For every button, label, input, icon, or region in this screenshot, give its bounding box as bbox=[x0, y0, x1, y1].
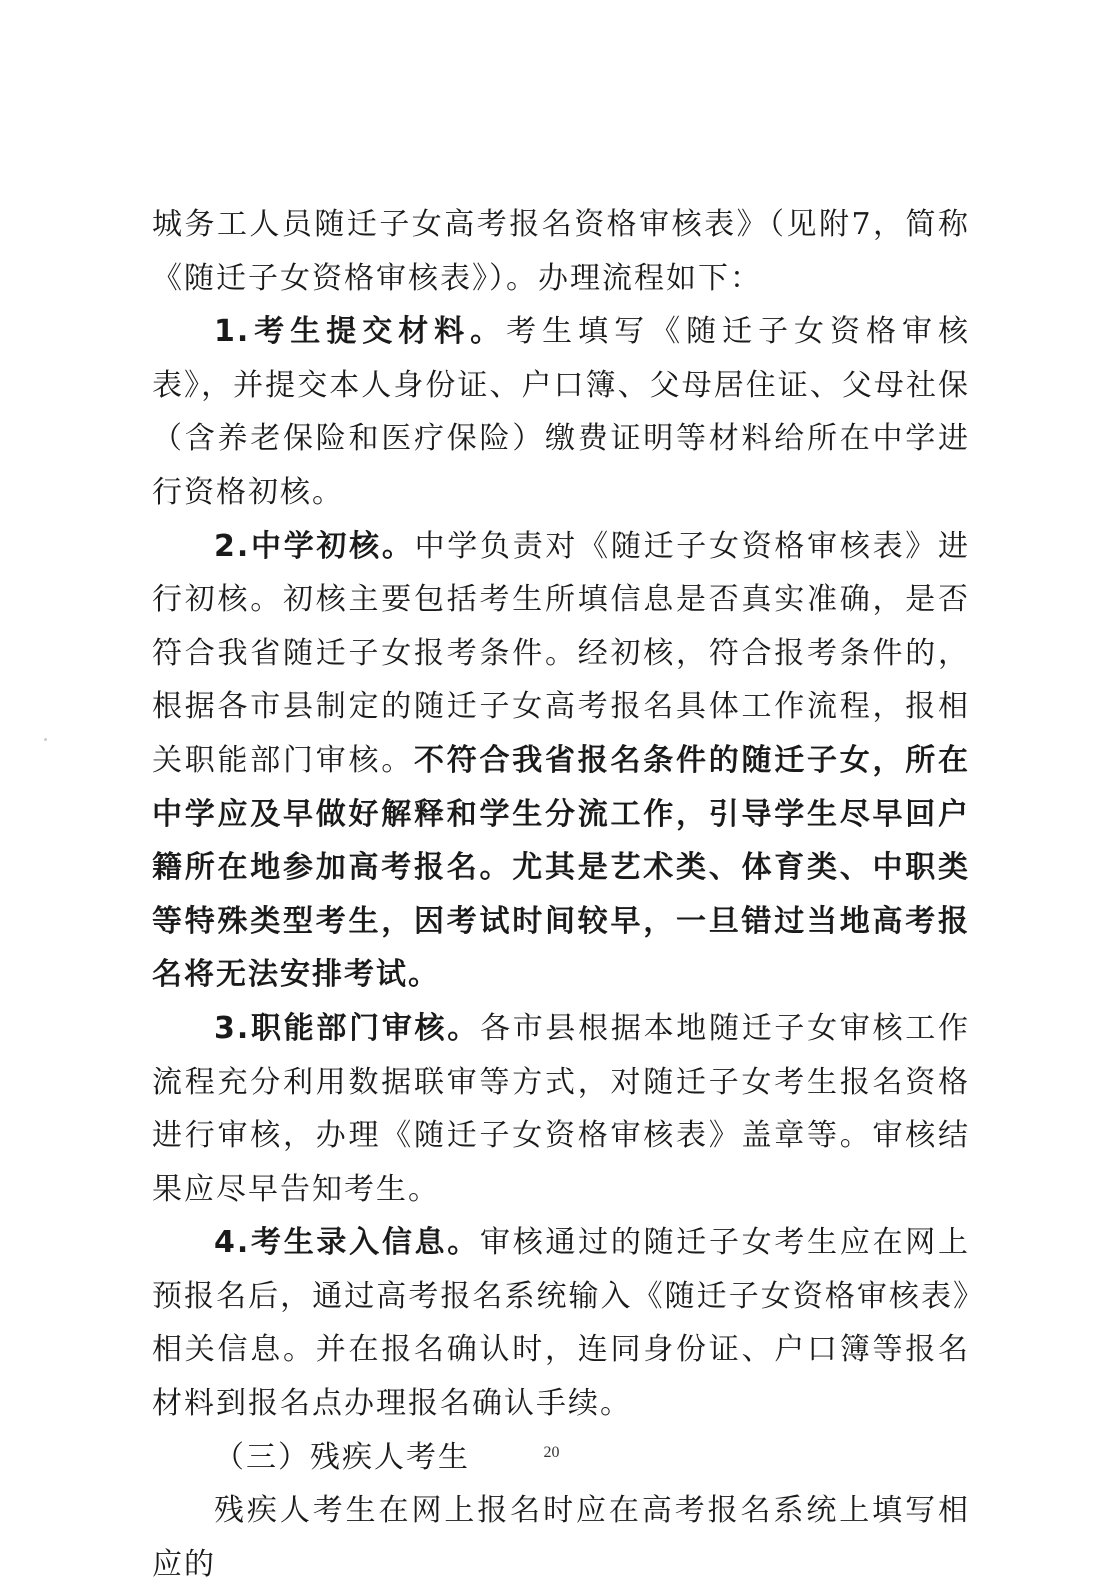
paragraph-step-1 bbox=[152, 305, 970, 519]
paragraph-step-4 bbox=[152, 1216, 970, 1430]
scan-speck bbox=[44, 738, 47, 741]
text-segment: 中学负责对《随迁子女资格审核表》进行初核。初核主要包括考生所填信息是否真实准确，是否符合我省随迁子女报考条件。经初核，符合报考条件的，根据各市县制定的随迁子女高考报名具体工作流程，报相关职能部门审核。 bbox=[152, 528, 970, 778]
step-heading: 1.考生提交材料。 bbox=[214, 314, 507, 350]
step-heading: 2.中学初核。 bbox=[214, 528, 415, 564]
text-segment: 审核通过的随迁子女考生应在网上预报名后，通过高考报名系统输入《随迁子女资格审核表》相关信息。并在报名确认时，连同身份证、户口簿等报名材料到报名点办理报名确认手续。 bbox=[152, 1225, 971, 1422]
step-heading: 3.职能部门审核。 bbox=[214, 1010, 480, 1046]
text-segment: 城务工人员随迁子女高考报名资格审核表》（见附7，简称《随迁子女资格审核表》）。办理流程如下： bbox=[152, 207, 970, 296]
paragraph-step-2 bbox=[152, 520, 970, 1002]
text-segment: 各市县根据本地随迁子女审核工作流程充分利用数据联审等方式，对随迁子女考生报名资格进行审核，办理《随迁子女资格审核表》盖章等。审核结果应尽早告知考生。 bbox=[152, 1010, 971, 1207]
text-segment: 残疾人考生在网上报名时应在高考报名系统上填写相应的 bbox=[152, 1493, 970, 1582]
paragraph-continuation bbox=[152, 198, 970, 305]
step-heading: 4.考生录入信息。 bbox=[214, 1225, 480, 1261]
bold-emphasis: 不符合我省报名条件的随迁子女，所在中学应及早做好解释和学生分流工作，引导学生尽早回户籍所在地参加高考报名。尤其是艺术类、体育类、中职类等特殊类型考生，因考试时间较早，一旦错过当地高考报名将无法安排考试。 bbox=[152, 742, 970, 993]
paragraph-step-3 bbox=[152, 1002, 970, 1216]
page-number: 20 bbox=[543, 1444, 560, 1461]
paragraph-disabled-candidates bbox=[152, 1484, 970, 1591]
text-segment: 考生填写《随迁子女资格审核表》，并提交本人身份证、户口簿、父母居住证、父母社保（含养老保险和医疗保险）缴费证明等材料给所在中学进行资格初核。 bbox=[152, 314, 971, 510]
body-text bbox=[152, 198, 970, 1591]
section-title: （三）残疾人考生 bbox=[214, 1439, 470, 1475]
